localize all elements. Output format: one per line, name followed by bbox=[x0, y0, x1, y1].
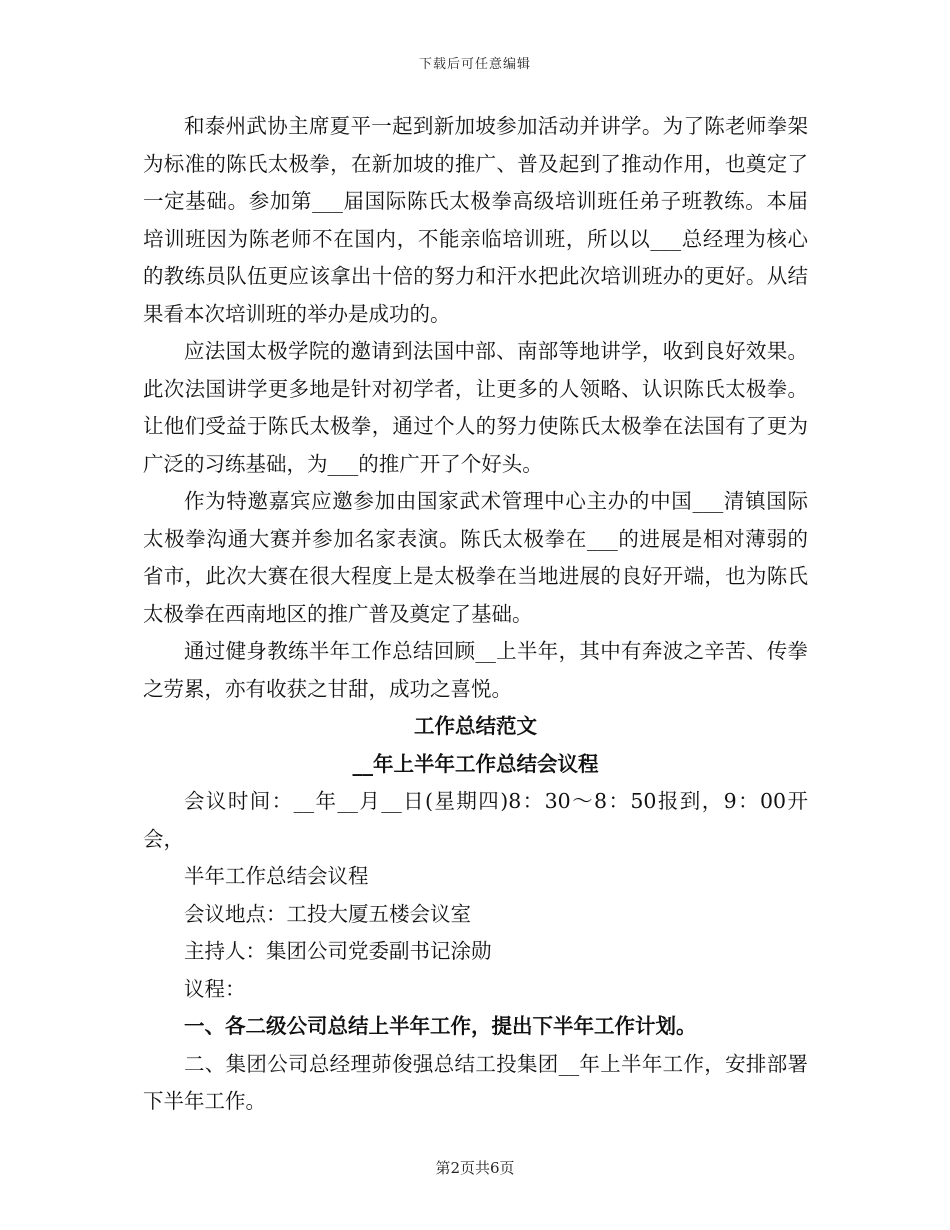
section-title: 工作总结范文 bbox=[414, 714, 537, 738]
agenda-name: 半年工作总结会议程 bbox=[184, 864, 369, 888]
page-footer: 第2页共6页 bbox=[435, 1159, 515, 1177]
agenda-item-2: 二、集团公司总经理茆俊强总结工投集团__年上半年工作，安排部署下半年工作。 bbox=[143, 1051, 808, 1113]
meeting-location: 会议地点：工投大厦五楼会议室 bbox=[184, 901, 471, 926]
agenda-item-1: 一、各二级公司总结上半年工作，提出下半年工作计划。 bbox=[184, 1014, 697, 1038]
agenda-label: 议程： bbox=[184, 976, 246, 1001]
paragraph-france: 应法国太极学院的邀请到法国中部、南部等地讲学，收到良好效果。此次法国讲学更多地是针对初学者，让更多的人领略、认识陈氏太极拳。让他们受益于陈氏太极拳，通过个人的努力使陈氏太极拳在法国有了更为广泛的习练基础，为___的推广开了个好头。 bbox=[143, 339, 808, 476]
meeting-time: 会议时间：__年__月__日(星期四)8：30～8：50报到，9：00开会， bbox=[143, 789, 808, 851]
paragraph-summary: 通过健身教练半年工作总结回顾__上半年，其中有奔波之辛苦、传拳之劳累，亦有收获之甘甜，成功之喜悦。 bbox=[143, 639, 808, 701]
meeting-host: 主持人：集团公司党委副书记涂勋 bbox=[184, 939, 492, 963]
page-header: 下载后可任意编辑 bbox=[418, 57, 531, 72]
paragraph-singapore: 和泰州武协主席夏平一起到新加坡参加活动并讲学。为了陈老师拳架为标准的陈氏太极拳，在新加坡的推广、普及起到了推动作用，也奠定了一定基础。参加第___届国际陈氏太极拳高级培训班任弟子班教练。本届培训班因为陈老师不在国内，不能亲临培训班，所以以___总经理为核心的教练员队伍更应该拿出十倍的努力和汗水把此次培训班办的更好。从结果看本次培训班的举办是成功的。 bbox=[143, 114, 808, 326]
agenda-title: __年上半年工作总结会议程 bbox=[352, 751, 599, 776]
paragraph-qingzhen: 作为特邀嘉宾应邀参加由国家武术管理中心主办的中国___清镇国际太极拳沟通大赛并参加名家表演。陈氏太极拳在___的进展是相对薄弱的省市，此次大赛在很大程度上是太极拳在当地进展的良好开端，也为陈氏太极拳在西南地区的推广普及奠定了基础。 bbox=[143, 489, 808, 626]
document-body bbox=[143, 108, 808, 1121]
